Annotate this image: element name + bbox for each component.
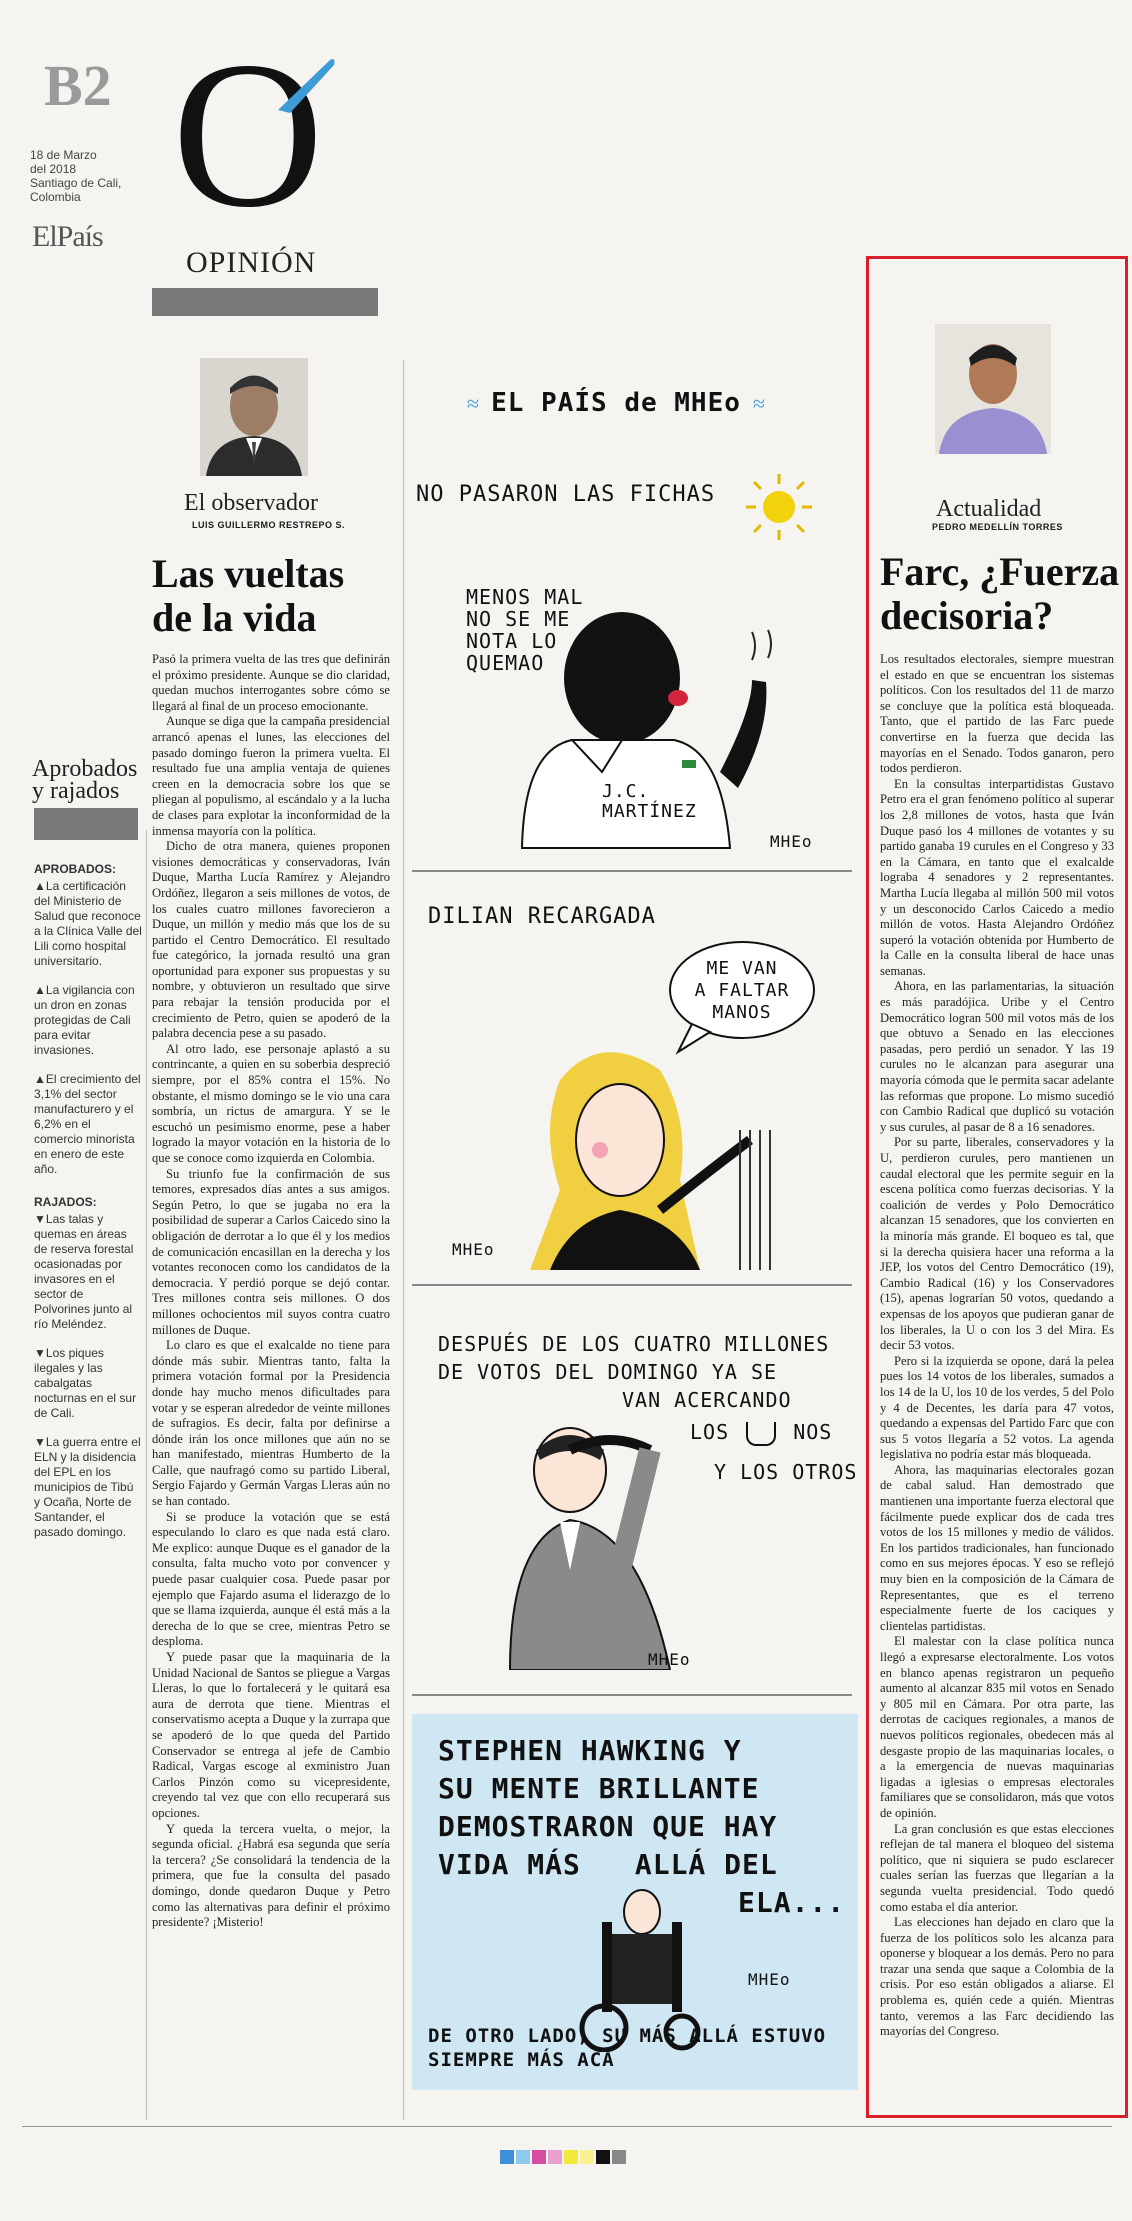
paragraph: Dicho de otra manera, quienes proponen visiones democráticas y conservadoras, Iván Duque, Martha Lucía Ramírez y Alejandro Ordóñez, llegaron a seis millones de votos, de los cuales cuatro millones favorecieron a Duque, un millón y medio más que los de su partido el Centro Democrático. El resultado fue categórico, la jornada resultó una gran oportunidad para exponer sus propuestas y su nombre, y obtuvieron un resultado que sirve para rebajar la tensión producida por el crecimiento de Petro, quien se apoderó de la palabra decencia pese a su pasado. — [152, 839, 390, 1041]
list-item: ▲La vigilancia con un dron en zonas protegidas de Cali para evitar invasiones. — [34, 983, 135, 1057]
triangle-down-icon: ▼ — [34, 1212, 46, 1226]
paragraph: Y puede pasar que la maquinaria de la Unidad Nacional de Santos se pliegue a Vargas Lleras, lo que lo fortalecerá y le quitará esa aura de derrota que tiene. Mientras el conservatismo acepta a Duque y la zurrapa que se apoderó de lo que queda del Partido Conservador se entrega al jefe de Cambio Radical, Vargas escoge al exministro Juan Carlos Pinzón como su vicepresidente, creyendo tal vez que con ello recuperará sus opciones. — [152, 1650, 390, 1820]
cartoon-banner: ≈ EL PAÍS de MHEo ≈ — [467, 388, 765, 418]
paragraph: Ahora, las maquinarias electorales gozan de cabal salud. Han demostrado que mantienen una importante fuerza electoral que fácilmente puede explicar dos de cada tres votos de los 15 millones y medio de válidos. En los partidos tradicionales, han funcionado como en sus mejores épocas. Y eso se reflejó muy bien en la composición de la Cámara de Representantes, que es el terreno especialmente fuerte de los caciques y clientelas partidistas. — [880, 1462, 1114, 1633]
section-name: OPINIÓN — [186, 246, 317, 279]
headline: Farc, ¿Fuerza decisoria? — [880, 549, 1120, 638]
list-item: ▼La guerra entre el ELN y la disidencia del EPL en los municipios de Tibú y Ocaña, Norte de Santander, el pasado domingo. — [34, 1435, 141, 1539]
paper-logo: ElPaís — [32, 220, 103, 253]
paragraph: Si se produce la votación que se está especulando lo claro es que nada está claro. Me explico: aunque Duque es el ganador de la consulta, falta mucho voto por convencer y puede pasar cualquier cosa. Puede pasar por ejemplo que Fajardo asuma el liderazgo de lo que se llama izquierda, aunque él está más a la derecha de lo que se cree, mientras Petro se desploma. — [152, 1509, 390, 1649]
list-item: ▲La certificación del Ministerio de Salud que reconoce a la Clínica Valle del Lili como hospital universitario. — [34, 879, 142, 968]
page-code: B2 — [44, 53, 112, 118]
section-bar — [152, 288, 378, 316]
cartoon-bottom-text: DE OTRO LADO, SU MÁS ALLÁ ESTUVO SIEMPRE MÁS ACÁ — [428, 2025, 827, 2071]
speech-bubble: MENOS MAL NO SE ME NOTA LO QUEMAO — [466, 585, 584, 675]
sidebar-bar — [34, 808, 138, 840]
paragraph: Aunque se diga que la campaña presidencial arrancó apenas el lunes, las elecciones del pasado domingo fueron la primera vuelta. El resultado fue una amplia ventaja de quienes creen en la democracia sobre los que se pliegan al populismo, al escándalo y a la lucha de clases para explotar la inconformidad de la inmensa mayoría con la política. — [152, 714, 390, 838]
author-name: LUIS GUILLERMO RESTREPO S. — [192, 520, 346, 530]
failed-header: RAJADOS: — [34, 1195, 97, 1209]
cartoon-signature: MHEo — [648, 1650, 691, 1669]
sidebar-list — [34, 862, 142, 1554]
paragraph: Y queda la tercera vuelta, o mejor, la segunda oficial. ¿Habrá esa segunda que sería la tercera? ¿Se consolidará la tendencia de la primera, que fue la consulta del pasado domingo, donde quedaron Duque y Petro como las alternativas para definir el próximo presidente? ¡Misterio! — [152, 1821, 390, 1930]
paragraph: Los resultados electorales, siempre muestran el estado en que se encuentran los sistemas políticos. Con los resultados del 11 de marzo se concluye que la política está bloqueada. Tanto, que el partido de las Farc puede convertirse en la fuerza que decida las mayorías en el Senado. Todos ganaron, pero todos perdieron. — [880, 652, 1114, 776]
column-label: El observador — [184, 490, 318, 516]
column-label: Actualidad — [936, 496, 1042, 522]
paragraph: Lo claro es que el exalcalde no tiene para dónde más subir. Mientras tanto, falta la primera votación formal por la Presidencia donde hay mucho menos dificultades para votar y se esperan alrededor de veinte millones de sufragios. Es decir, falta por definirse a dónde irán los once millones que aún no se han manifestado, mientras Humberto de la Calle, que naufragó como su partido Liberal, Sergio Fajardo y Germán Vargas Lleras aún no se han contado. — [152, 1338, 390, 1509]
paragraph: Pero si la izquierda se opone, dará la pelea pues los 14 votos de los liberales, sumados a los 14 de la U, los 10 de los verdes, 5 del Polo y 4 de Decentes, les daría para 47 votos, quedando a expensas del Partido Farc que con sus 5 votos llegaría a 52 votos. La agenda legislativa no podría estar más bloqueada. — [880, 1353, 1114, 1462]
speech-bubble: ME VAN A FALTAR MANOS — [694, 958, 790, 1023]
approved-header: APROBADOS: — [34, 862, 117, 876]
list-item: ▲El crecimiento del 3,1% del sector manufacturero y el 6,2% en el comercio minorista en enero de este año. — [34, 1072, 141, 1176]
article-body — [152, 652, 390, 2102]
author-photo — [200, 358, 308, 476]
accent-mark-icon — [270, 55, 340, 115]
wave-icon: ≈ — [467, 391, 480, 416]
paragraph: Por su parte, liberales, conservadores y la U, perdieron curules, pero mantienen un caudal electoral que les permite seguir en la escena política como fuerzas decisorias. Y la coalición de verdes y Polo Democrático alcanzan 15 senadores, que los convierten en la minoría más grande. El boqueo es tal, que si la derecha quisiera hacer una reforma a la JEP, los votos del Centro Democrático (19), Cambio Radical (16) y los Conservadores (15), apenas lograrían 50 votos, quedando a expensas de los apoyos que pudieran ganar de los liberales, la U o con los 3 del Mira. Es decir 53 votos. — [880, 1135, 1114, 1353]
paragraph: Pasó la primera vuelta de las tres que definirán el próximo presidente. Aunque se dio claridad, quedan muchos interrogantes sobre cómo se llegará al final de un proceso emocionante. — [152, 652, 390, 713]
list-item: ▼Las talas y quemas en áreas de reserva forestal ocasionadas por invasores en el sector de Polvorines junto al río Meléndez. — [34, 1212, 134, 1331]
cartoon-figure — [500, 1410, 720, 1670]
author-name: PEDRO MEDELLÍN TORRES — [932, 522, 1063, 532]
cartoon-signature: MHEo — [770, 832, 813, 851]
paragraph: La gran conclusión es que estas elecciones reflejan de tal manera el bloqueo del sistema político, que ni siquiera se pudo esclarecer cuales serían las fuerzas que llegarían a la segunda vuelta presidencial. Todo quedó como estaba el día anterior. — [880, 1821, 1114, 1914]
cartoon-signature: MHEo — [452, 1240, 495, 1259]
paragraph: Su triunfo fue la confirmación de sus temores, expresados días antes a sus amigos. Según Petro, lo que se jugaba no era la posibilidad de superar a Carlos Caicedo sino la obligación de derrotar a lo que él y los medios de comunicación encasillan en la derecha y los votantes reconocen como los candidatos de la democracia. Y perdió porque se dejó contar. Tres millones contra seis millones. O dos millones ochocientos mil suyos contra cuatro millones de Duque. — [152, 1166, 390, 1337]
date-line: 18 de Marzo del 2018 Santiago de Cali, Colombia — [30, 148, 122, 204]
triangle-down-icon: ▼ — [34, 1346, 46, 1360]
cartoon-caption: DESPUÉS DE LOS CUATRO MILLONES DE VOTOS DEL DOMINGO YA SE VAN ACERCANDO — [438, 1332, 830, 1412]
triangle-up-icon: ▲ — [34, 1072, 46, 1086]
sun-icon — [742, 470, 816, 544]
triangle-up-icon: ▲ — [34, 983, 46, 997]
cartoon-caption: NO PASARON LAS FICHAS — [416, 482, 716, 507]
sidebar-title: Aprobados y rajados — [32, 756, 138, 804]
cartoon-text: STEPHEN HAWKING Y SU MENTE BRILLANTE DEMOSTRARON QUE HAY VIDA MÁS ALLÁ DEL ELA... — [438, 1734, 846, 1919]
triangle-down-icon: ▼ — [34, 1435, 46, 1449]
figure-label: J.C. MARTÍNEZ — [602, 781, 697, 822]
headline: Las vueltas de la vida — [152, 551, 345, 640]
cartoon-figure — [450, 1040, 790, 1270]
paragraph: Al otro lado, ese personaje aplastó a su contrincante, a quien en su soberbia despreció siempre, por el 85% contra el 15%. No obstante, el mismo domingo se le vio una cara sombría, un rictus de amargura. Y se le escuchó un pesimismo enorme, pese a haber logrado la mayor votación en la historia de lo que se conoce como izquierda en Colombia. — [152, 1041, 390, 1165]
cartoon-signature: MHEo — [748, 1970, 791, 1989]
article-body — [880, 652, 1114, 2102]
author-photo — [935, 324, 1051, 454]
cartoon-caption-extra: Y LOS OTROS — [714, 1460, 858, 1484]
paragraph: En la consultas interpartidistas Gustavo Petro era el gran fenómeno político al superar los 2,8 millones de votos, hasta que Iván Duque pasó los 4 millones de votantes y su partido ganaba 19 curules en el Congreso y 33 en la Cámara, en tanto que el exalcalde lograba 4 senadores y 2 representantes. Martha Lucía llegaba al millón 500 mil votos y un desconocido Carlos Caicedo a medio millón de votos. Hasta Alejandro Ordóñez superó la votación obtenida por Humberto de la Calle en la consulta liberal de hace unas semanas. — [880, 776, 1114, 978]
paragraph: Ahora, en las parlamentarias, la situación es más paradójica. Uribe y el Centro Democrático logran 500 mil votos más de los que obtuvo a Senado en las elecciones pasadas, pero perdió un senador. Y las 19 curules no le alcanzan para asegurar una mayoría cómoda que le permita sacar adelante las reformas que propone. Lo mismo sucedió con Cambio Radical que duplicó su votación y sus curules, al pasar de 8 a 16 senadores. — [880, 979, 1114, 1134]
paragraph: Las elecciones han dejado en claro que la fuerza de los políticos solo les alcanza para oponerse y bloquear a los demás. Pero no para trazar una senda que saque a Colombia de la crisis. Por eso están obligados a aliarse. El problema es, quién cede a quién. Mientras tanto, veremos a las Farc decidiendo las mayorías del Congreso. — [880, 1915, 1114, 2039]
section-letter: O — [172, 19, 324, 251]
wave-icon: ≈ — [752, 391, 765, 416]
list-item: ▼Los piques ilegales y las cabalgatas nocturnas en el sur de Cali. — [34, 1346, 137, 1420]
paragraph: El malestar con la clase política nunca llegó a expresarse electoralmente. Los votos en blanco apenas registraron un pequeño aumento al alcanzar 835 mil votos en Senado y 805 mil en Cámara. Por otra parte, las derrotas de caciques regionales, a manos de nuevos políticos regionales, obedecen más al desgaste propio de las maquinarias locales, o a la emergencia de nuevas maquinarias ligadas a iglesias o empresas electorales familiares que se consolidaron, más que votos de opinión. — [880, 1634, 1114, 1820]
triangle-up-icon: ▲ — [34, 879, 46, 893]
cartoon-caption: DILIAN RECARGADA — [428, 904, 656, 929]
u-logo-icon — [746, 1422, 776, 1446]
cartoon-caption-extra: LOS NOS — [690, 1420, 833, 1444]
color-registration-strip — [500, 2150, 626, 2164]
